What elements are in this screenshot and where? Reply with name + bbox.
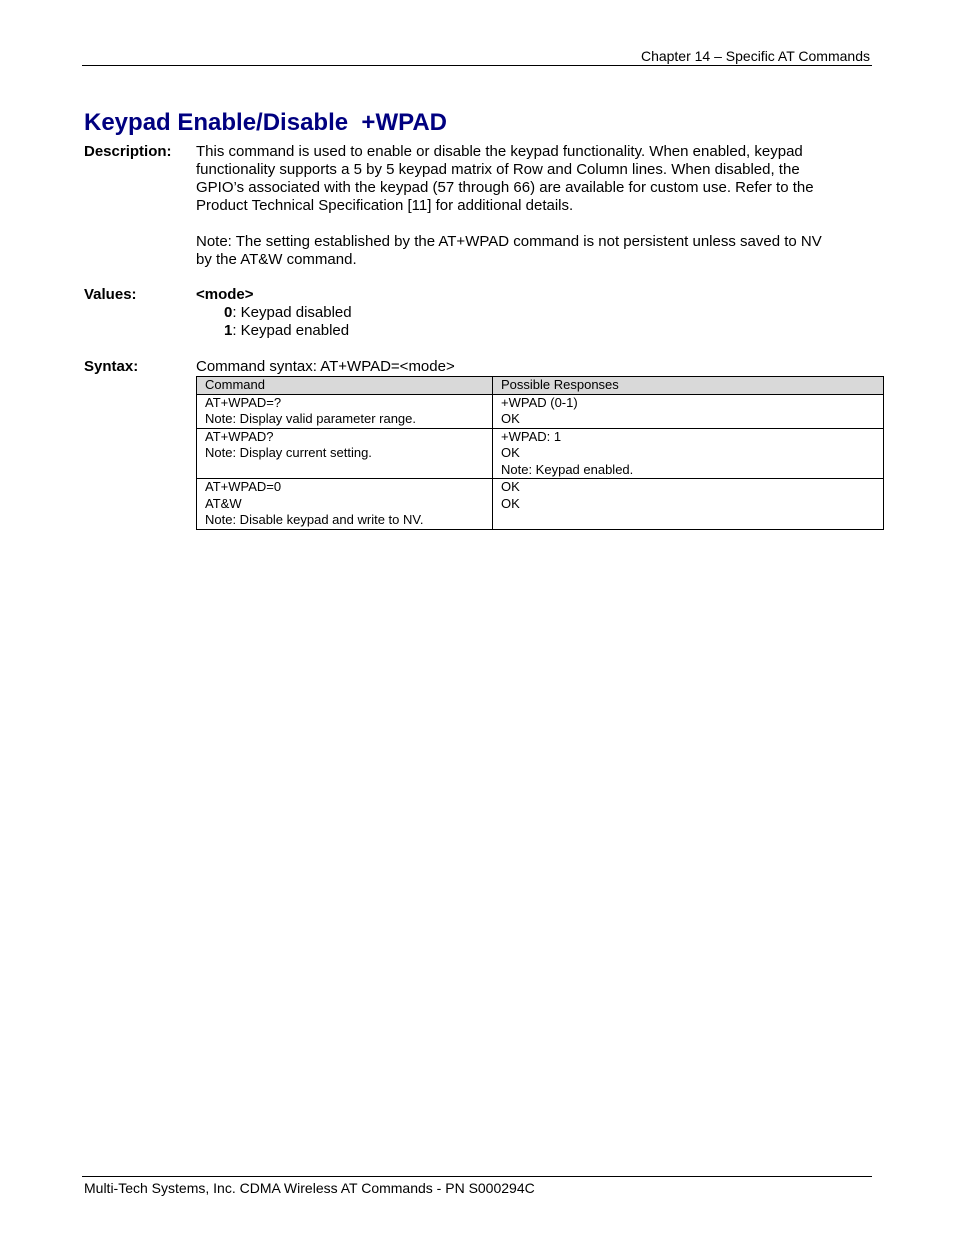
command-syntax: Command syntax: AT+WPAD=<mode> xyxy=(196,358,455,375)
cell-line: Note: Disable keypad and write to NV. xyxy=(205,512,424,527)
cell-line: +WPAD (0-1) xyxy=(501,394,578,410)
running-footer: Multi-Tech Systems, Inc. CDMA Wireless AT Commands - PN S000294C xyxy=(84,1180,535,1196)
cell-line: AT+WPAD? xyxy=(205,428,274,444)
syntax-label: Syntax: xyxy=(84,358,139,375)
cell-line: AT&W xyxy=(205,495,242,511)
response-cell xyxy=(493,479,884,530)
mode-value-1 xyxy=(224,322,349,340)
table-row xyxy=(197,479,884,530)
mode-value-0 xyxy=(224,304,352,322)
cell-line: OK xyxy=(501,479,520,494)
command-cell xyxy=(197,479,493,530)
table-row xyxy=(197,394,884,428)
cell-line: Note: Display valid parameter range. xyxy=(205,411,416,426)
column-header-responses: Possible Responses xyxy=(493,377,884,395)
mode-value-key: 1 xyxy=(224,322,233,339)
cell-line: Note: Display current setting. xyxy=(205,445,372,460)
table-header-row xyxy=(197,377,884,395)
command-cell xyxy=(197,428,493,479)
cell-line: OK xyxy=(501,495,520,511)
description-paragraph: This command is used to enable or disable the keypad functionality. When enabled, keypad functionality supports a 5 by 5 keypad matrix of Row and Column lines. When disabled, the GPIO’s associated with the keypad (57 through 66) are available for custom use. Refer to the Product Technical Specification [11] for additional details. xyxy=(196,143,814,214)
response-cell xyxy=(493,428,884,479)
footer-rule xyxy=(82,1176,872,1177)
header-rule xyxy=(82,65,872,66)
table-row xyxy=(197,428,884,479)
values-label: Values: xyxy=(84,286,137,303)
mode-value-text: : Keypad enabled xyxy=(232,322,350,339)
column-header-command: Command xyxy=(197,377,493,395)
description-note: Note: The setting established by the AT+WPAD command is not persistent unless saved to NV by the AT&W command. xyxy=(196,233,822,268)
section-title: Keypad Enable/Disable +WPAD xyxy=(84,109,447,136)
command-table xyxy=(196,376,884,530)
cell-line: +WPAD: 1 xyxy=(501,428,562,444)
cell-line: AT+WPAD=0 xyxy=(205,479,282,494)
mode-parameter: <mode> xyxy=(196,286,254,303)
mode-value-key: 0 xyxy=(224,304,233,321)
response-cell xyxy=(493,394,884,428)
description-label: Description: xyxy=(84,143,172,160)
cell-line: AT+WPAD=? xyxy=(205,394,282,410)
running-header: Chapter 14 – Specific AT Commands xyxy=(640,48,870,64)
cell-line: Note: Keypad enabled. xyxy=(501,461,634,477)
mode-value-text: : Keypad disabled xyxy=(232,304,352,321)
command-cell xyxy=(197,394,493,428)
cell-line: OK xyxy=(501,445,520,460)
cell-line: OK xyxy=(501,411,520,426)
